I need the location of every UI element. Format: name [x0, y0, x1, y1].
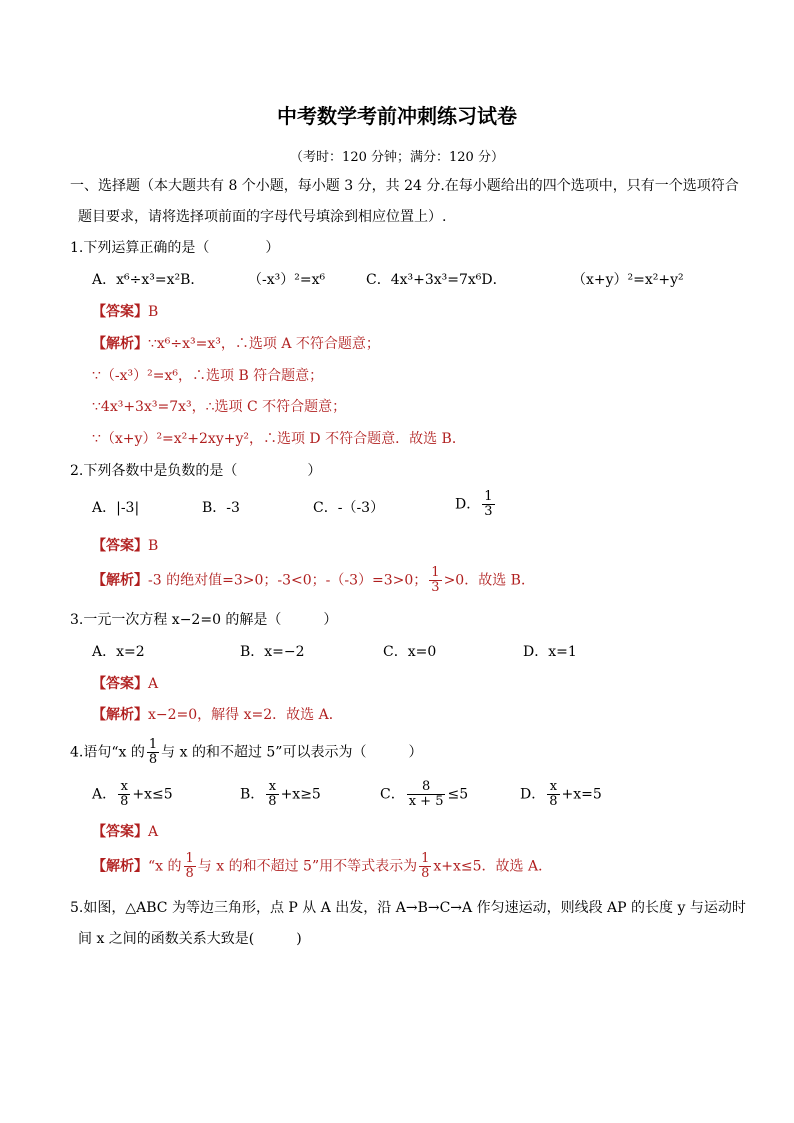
answer-tag: 【答案】 — [92, 304, 148, 320]
q2-explanation — [92, 566, 535, 595]
fraction — [184, 852, 196, 881]
answer-value: A — [148, 676, 159, 692]
explanation-text: ∵x⁶÷x³=x³，∴选项 A 不符合题意； — [148, 336, 380, 352]
q2-stem: 2.下列各数中是负数的是（ ） — [70, 463, 322, 479]
explanation-tag: 【解析】 — [92, 858, 148, 875]
option-label: D． — [455, 496, 481, 513]
option-label: C． — [380, 786, 405, 803]
q1-stem: 1.下列运算正确的是（ ） — [70, 240, 280, 256]
q1-explanation-3: ∵4x³+3x³=7x³，∴选项 C 不符合题意； — [92, 399, 347, 415]
fraction — [482, 490, 494, 519]
q2-option-b: B．-3 — [202, 500, 240, 516]
q1-option-a: A．x⁶÷x³=x²B． — [92, 272, 205, 288]
numerator: 1 — [148, 737, 158, 752]
section-heading-line1: 一、选择题（本大题共有 8 个小题，每小题 3 分，共 24 分.在每小题给出的四个选项中，只有一个选项符合 — [70, 178, 739, 194]
answer-tag: 【答案】 — [92, 824, 148, 840]
q3-option-a: A．x=2 — [92, 644, 145, 660]
q3-answer — [92, 674, 158, 694]
q3-option-c: C．x=0 — [383, 644, 437, 660]
q1-option-b: （-x³）²=x⁶ — [248, 272, 326, 288]
answer-tag: 【答案】 — [92, 676, 148, 692]
explanation-text: 与 x 的和不超过 5”用不等式表示为 — [197, 858, 418, 875]
q3-option-d: D．x=1 — [523, 644, 577, 660]
q5-stem-line2: 间 x 之间的函数关系大致是( ) — [78, 931, 302, 947]
option-text: +x≤5 — [132, 786, 173, 803]
explanation-text: -3 的绝对值=3>0；-3<0；-（-3）=3>0； — [148, 572, 428, 589]
page-title: 中考数学考前冲刺练习试卷 — [277, 104, 517, 128]
q2-option-a: A．|-3| — [92, 500, 140, 516]
q2-option-d — [455, 490, 497, 519]
option-label: A． — [92, 786, 117, 803]
fraction — [407, 780, 446, 809]
denominator: 8 — [148, 752, 158, 767]
q1-answer — [92, 302, 158, 322]
numerator: 1 — [185, 851, 194, 866]
option-label: B． — [240, 786, 265, 803]
q1-explanation-1 — [92, 334, 380, 354]
q4-answer — [92, 822, 158, 842]
q5-stem-line1: 5.如图，△ABC 为等边三角形，点 P 从 A 出发，沿 A→B→C→A 作匀速运动，则线段 AP 的长度 y 与运动时 — [70, 900, 746, 916]
q4-option-a — [92, 780, 173, 809]
numerator: x — [547, 780, 559, 795]
denominator: 8 — [421, 866, 430, 881]
q3-explanation — [92, 705, 343, 725]
q1-option-d: （x+y）²=x²+y² — [572, 272, 684, 288]
stem-text: 与 x 的和不超过 5”可以表示为（ ） — [161, 744, 423, 761]
explanation-text: “x 的 — [148, 858, 182, 875]
denominator: 8 — [185, 866, 194, 881]
q4-option-b — [240, 780, 321, 809]
q4-option-d — [520, 780, 602, 809]
explanation-text: x+x≤5．故选 A． — [433, 858, 553, 875]
q1-explanation-2: ∵（-x³）²=x⁶，∴选项 B 符合题意； — [92, 368, 324, 384]
q4-explanation — [92, 852, 552, 881]
explanation-tag: 【解析】 — [92, 572, 148, 589]
fraction — [547, 780, 559, 809]
numerator: 8 — [407, 780, 446, 795]
explanation-tag: 【解析】 — [92, 336, 148, 352]
fraction — [147, 738, 159, 767]
exam-info: （考时：120 分钟；满分：120 分） — [290, 150, 504, 165]
numerator: x — [118, 780, 130, 795]
q1-explanation-4: ∵（x+y）²=x²+2xy+y²，∴选项 D 不符合题意．故选 B． — [92, 431, 466, 447]
numerator: 1 — [421, 851, 430, 866]
q3-option-b: B．x=−2 — [240, 644, 305, 660]
answer-tag: 【答案】 — [92, 538, 148, 554]
numerator: 1 — [484, 489, 493, 504]
answer-value: B — [148, 304, 159, 320]
q2-option-c: C．-（-3） — [313, 500, 385, 516]
q1-option-c: C．4x³+3x³=7x⁶D． — [366, 272, 507, 288]
stem-text: 4.语句“x 的 — [70, 744, 145, 761]
fraction — [429, 566, 441, 595]
numerator: x — [266, 780, 278, 795]
explanation-tag: 【解析】 — [92, 707, 148, 723]
q2-answer — [92, 536, 158, 556]
q4-stem — [70, 738, 422, 767]
numerator: 1 — [431, 565, 440, 580]
fraction — [419, 852, 431, 881]
q3-stem: 3.一元一次方程 x−2=0 的解是（ ） — [70, 612, 338, 628]
denominator: 3 — [484, 504, 493, 519]
answer-value: A — [148, 824, 159, 840]
denominator: 8 — [549, 794, 558, 809]
explanation-text: >0．故选 B． — [443, 572, 535, 589]
fraction — [266, 780, 278, 809]
option-text: +x=5 — [561, 786, 602, 803]
denominator: 3 — [431, 580, 440, 595]
denominator: x + 5 — [408, 794, 444, 809]
option-text: +x≥5 — [280, 786, 321, 803]
explanation-text: x−2=0，解得 x=2．故选 A． — [148, 707, 343, 723]
answer-value: B — [148, 538, 159, 554]
denominator: 8 — [120, 794, 129, 809]
section-heading-line2: 题目要求，请将选择项前面的字母代号填涂到相应位置上）. — [78, 209, 447, 225]
option-text: ≤5 — [447, 786, 469, 803]
option-label: D． — [520, 786, 546, 803]
denominator: 8 — [268, 794, 277, 809]
fraction — [118, 780, 130, 809]
q4-option-c — [380, 780, 468, 809]
